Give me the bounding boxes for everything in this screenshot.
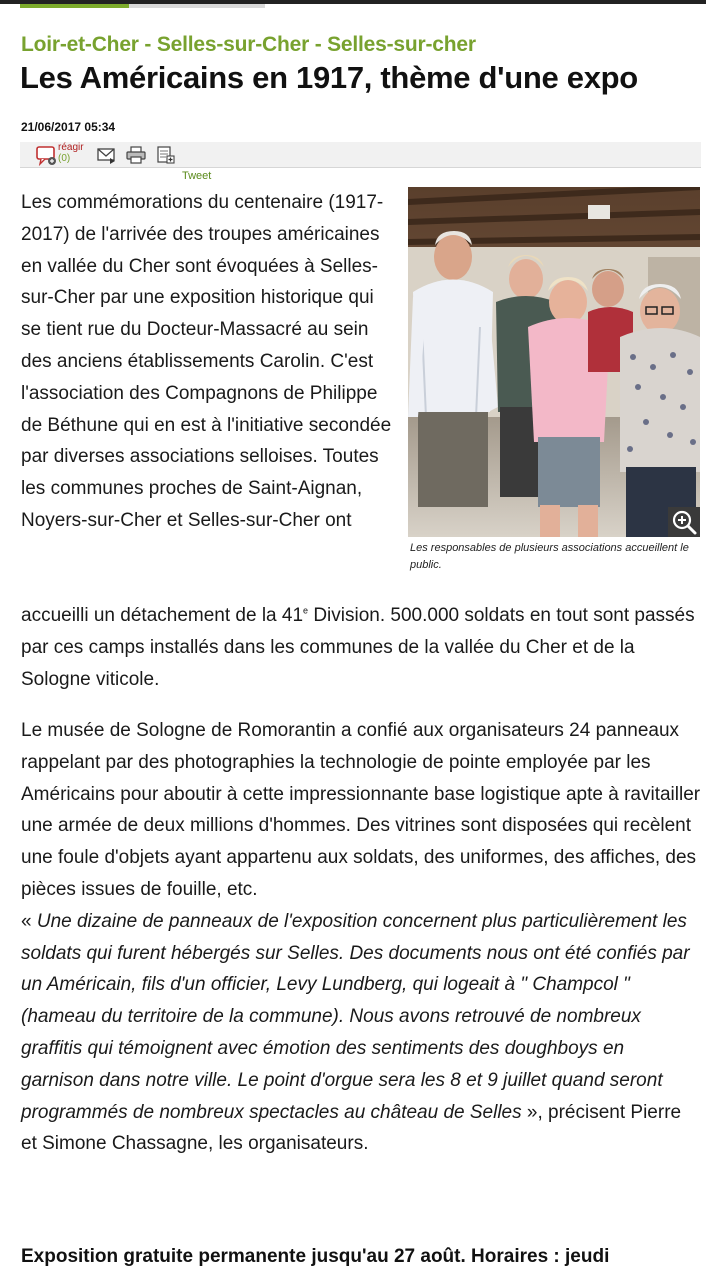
print-icon[interactable] [126, 146, 146, 164]
article-paragraph-continued [21, 600, 701, 695]
article-paragraph-2 [21, 715, 701, 1160]
share-icon[interactable] [157, 146, 175, 164]
breadcrumb-separator: - [138, 33, 157, 56]
quote-attribution: », précisent Pierre et Simone Chassagne, les organisateurs. [21, 1101, 682, 1155]
email-icon[interactable] [97, 146, 117, 164]
article-title: Les Américains en 1917, thème d'une expo [20, 60, 638, 95]
breadcrumb-separator: - [309, 33, 328, 56]
breadcrumb-region[interactable]: Loir-et-Cher [21, 33, 139, 56]
article-paragraph: Les commémorations du centenaire (1917-2017) de l'arrivée des troupes américaines en vallée du Cher sont évoquées à Selles-sur-Cher par une exposition historique qui se tient rue du Docteur-Massacré au sein des anciens établissements Carolin. C'est l'association des Compagnons de Philippe de Béthune qui en est à l'initiative secondée par diverses associations selloises. Toutes les communes proches de Saint-Aignan, Noyers-sur-Cher et Selles-sur-Cher ont [21, 192, 392, 531]
breadcrumb [21, 33, 476, 57]
article-toolbar [20, 142, 701, 168]
group-photo [408, 187, 700, 537]
tab-active-indicator[interactable] [20, 4, 129, 8]
quote-open: « [21, 910, 37, 932]
react-link[interactable]: réagir [58, 142, 84, 153]
comment-icon[interactable] [36, 146, 56, 164]
react-count: (0) [58, 153, 71, 164]
breadcrumb-section[interactable]: Selles-sur-cher [327, 33, 476, 56]
quote-text: Une dizaine de panneaux de l'exposition concernent plus particulièrement les soldats qui furent hébergés sur Selles. Des documents nous ont été confiés par un Américain, fils d'un officier, Levy Lundberg, qui logeait à " Champcol " (hameau du territoire de la commune). Nous avons retrouvé de nombreux graffitis qui témoignent avec émotion des sentiments des doughboys en garnison dans notre ville. Le point d'orgue sera les 8 et 9 juillet quand seront programmés de nombreux spectacles au château de Selles [21, 910, 690, 1123]
ordinal-suffix: e [303, 605, 309, 616]
article-date: 21/06/2017 05:34 [21, 120, 116, 134]
article-footer-partial: Exposition gratuite permanente jusqu'au 27 août. Horaires : jeudi [21, 1246, 610, 1267]
paragraph-text: Division. 500.000 soldats en tout sont passés par ces camps installés dans les communes de la vallée du Cher et de la Sologne viticole. [21, 605, 695, 690]
tweet-button[interactable]: Tweet [182, 170, 212, 182]
photo-caption: Les responsables de plusieurs associations accueillent le public. [410, 542, 689, 571]
paragraph-text: Le musée de Sologne de Romorantin a confié aux organisateurs 24 panneaux rappelant par des photographies la technologie de pointe employée par les Américains pour aboutir à cette impressionnante base logistique apte à ravitailler une armée de deux millions d'hommes. Des vitrines sont disposées qui recèlent une foule d'objets ayant appartenu aux soldats, des uniformes, des affiches, des pièces issues de fouille, etc. [21, 720, 701, 900]
zoom-button[interactable] [668, 507, 700, 537]
zoom-in-icon [668, 507, 700, 537]
breadcrumb-city[interactable]: Selles-sur-Cher [156, 33, 310, 56]
article-photo[interactable] [408, 187, 700, 537]
paragraph-text: accueilli un détachement de la 41 [21, 605, 304, 626]
